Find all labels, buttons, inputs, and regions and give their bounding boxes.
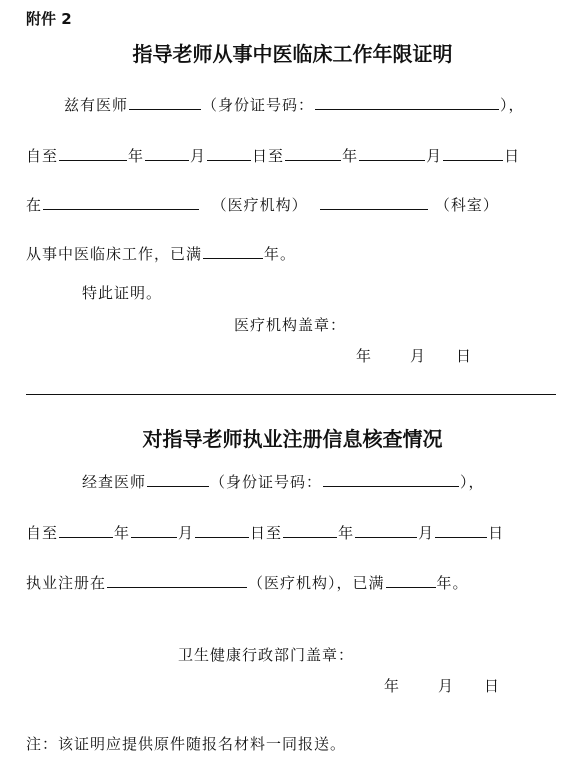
health-authority-seal-label: 卫生健康行政部门盖章： <box>178 646 355 664</box>
blank-doctor-name <box>129 95 201 110</box>
blank-year <box>59 523 113 538</box>
blank-year <box>59 146 127 161</box>
section2-line2 <box>26 522 504 543</box>
text: 月 <box>190 147 207 165</box>
blank-month <box>355 523 417 538</box>
text: 日 <box>504 147 521 165</box>
text: 在 <box>26 196 43 214</box>
text: 自至 <box>26 524 59 542</box>
text: 月 <box>426 147 443 165</box>
text: （医疗机构） <box>211 196 308 214</box>
blank-day <box>443 146 503 161</box>
text: 年 <box>356 347 373 365</box>
text: 兹有医师 <box>64 96 129 114</box>
text: 年 <box>114 524 131 542</box>
blank-department <box>320 195 428 210</box>
text: 年 <box>338 524 355 542</box>
blank-doctor-name <box>147 472 209 487</box>
certify-text: 特此证明。 <box>82 284 163 302</box>
attachment-label: 附件 2 <box>26 10 72 28</box>
footnote: 注：该证明应提供原件随报名材料一同报送。 <box>26 735 347 753</box>
blank-registration-institution <box>107 573 247 588</box>
blank-years <box>203 244 263 259</box>
text: （身份证号码： <box>210 473 323 491</box>
text: 年。 <box>264 245 297 263</box>
blank-institution <box>43 195 199 210</box>
section1-line1 <box>64 94 525 115</box>
text: 从事中医临床工作，已满 <box>26 245 203 263</box>
blank-id-number <box>315 95 499 110</box>
text: （医疗机构），已满 <box>248 574 385 592</box>
section2-line3 <box>26 572 469 593</box>
text: 月 <box>418 524 435 542</box>
text: 日至 <box>250 524 283 542</box>
blank-id-number <box>323 472 459 487</box>
section1-line3 <box>26 194 499 215</box>
text: 日至 <box>252 147 285 165</box>
blank-month <box>145 146 189 161</box>
text: 月 <box>410 347 427 365</box>
text: 年 <box>128 147 145 165</box>
blank-year <box>283 523 337 538</box>
text: 月 <box>438 677 455 695</box>
blank-year <box>285 146 341 161</box>
blank-years <box>386 573 436 588</box>
section1-title: 指导老师从事中医临床工作年限证明 <box>132 42 453 66</box>
text: 日 <box>484 677 501 695</box>
text: 年 <box>342 147 359 165</box>
section2-date <box>384 675 500 696</box>
text: ）， <box>460 473 485 491</box>
blank-day <box>195 523 249 538</box>
text: 年 <box>384 677 401 695</box>
text: 年。 <box>436 574 469 592</box>
text: （科室） <box>434 196 499 214</box>
blank-day <box>207 146 251 161</box>
section1-line4 <box>26 243 296 264</box>
text: 日 <box>488 524 505 542</box>
text: 月 <box>178 524 195 542</box>
section2-title: 对指导老师执业注册信息核查情况 <box>142 427 443 451</box>
blank-day <box>435 523 487 538</box>
text: 执业注册在 <box>26 574 107 592</box>
blank-month <box>131 523 177 538</box>
section2-line1 <box>82 471 485 492</box>
section-divider <box>26 394 556 395</box>
text: ）， <box>500 96 525 114</box>
text: 日 <box>456 347 473 365</box>
section1-line2 <box>26 145 520 166</box>
section1-date <box>356 345 472 366</box>
text: 自至 <box>26 147 59 165</box>
institution-seal-label: 医疗机构盖章： <box>234 316 347 334</box>
text: （身份证号码： <box>202 96 315 114</box>
text: 经查医师 <box>82 473 147 491</box>
blank-month <box>359 146 425 161</box>
